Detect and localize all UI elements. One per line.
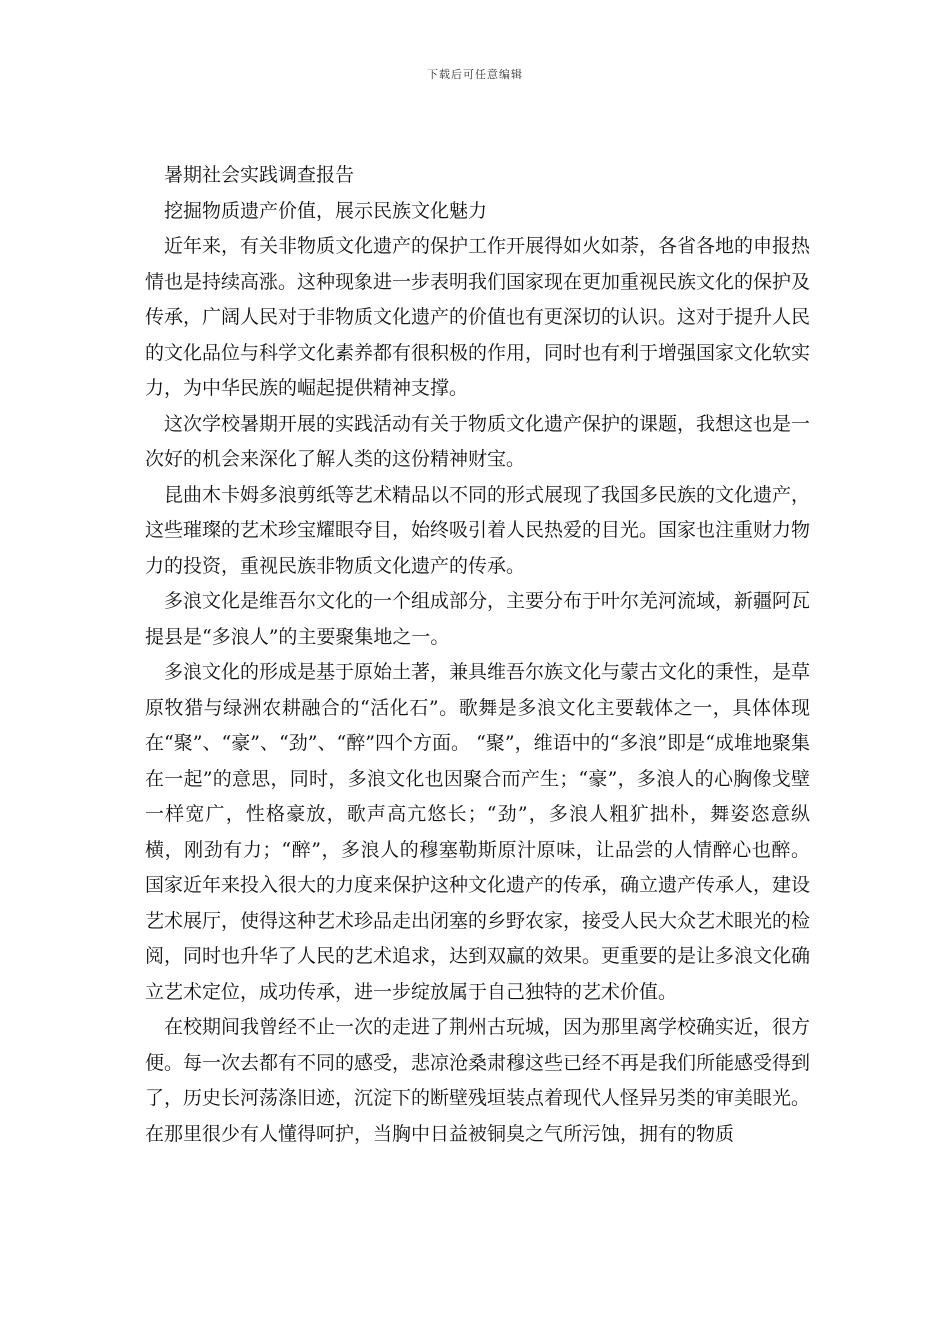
document-body (145, 158, 810, 1152)
document-subtitle: 挖掘物质遗产价值，展示民族文化魅力 (164, 199, 488, 222)
paragraph: 多浪文化的形成是基于原始土著，兼具维吾尔族文化与蒙古文化的秉性，是草原牧猎与绿洲农耕融合的“活化石”。歌舞是多浪文化主要载体之一，具体体现在“聚”、“豪”、“劲”、“醉”四个方面。 “聚”，维语中的“多浪”即是“成堆地聚集在一起”的意思，同时，多浪文化也因聚合而产生；“豪”，多浪人的心胸像戈壁一样宽广，性格豪放，歌声高亢悠长；“劲”，多浪人粗犷拙朴，舞姿恣意纵横，刚劲有力；“醉”，多浪人的穆塞勒斯原汁原味，让品尝的人情醉心也醉。国家近年来投入很大的力度来保护这种文化遗产的传承，确立遗产传承人，建设艺术展厅，使得这种艺术珍品走出闭塞的乡野农家，接受人民大众艺术眼光的检阅，同时也升华了人民的艺术追求，达到双赢的效果。更重要的是让多浪文化确立艺术定位，成功传承，进一步绽放属于自己独特的艺术价值。 (145, 661, 811, 1003)
paragraph: 在校期间我曾经不止一次的走进了荆州古玩城，因为那里离学校确实近，很方便。每一次去都有不同的感受，悲凉沧桑肃穆这些已经不再是我们所能感受得到了，历史长河荡涤旧迹，沉淀下的断壁残垣装点着现代人怪异另类的审美眼光。在那里很少有人懂得呵护，当胸中日益被铜臭之气所污蚀，拥有的物质 (145, 1016, 811, 1145)
paragraph: 多浪文化是维吾尔文化的一个组成部分，主要分布于叶尔羌河流域，新疆阿瓦提县是“多浪人”的主要聚集地之一。 (145, 590, 811, 648)
paragraph: 近年来，有关非物质文化遗产的保护工作开展得如火如荼，各省各地的申报热情也是持续高涨。这种现象进一步表明我们国家现在更加重视民族文化的保护及传承，广阔人民对于非物质文化遗产的价值也有更深切的认识。这对于提升人民的文化品位与科学文化素养都有很积极的作用，同时也有利于增强国家文化软实力，为中华民族的崛起提供精神支撑。 (145, 235, 811, 399)
document-title: 暑期社会实践调查报告 (164, 164, 355, 186)
paragraph: 这次学校暑期开展的实践活动有关于物质文化遗产保护的课题，我想这也是一次好的机会来深化了解人类的这份精神财宝。 (145, 412, 811, 470)
header-note: 下载后可任意编辑 (427, 68, 523, 81)
paragraph: 昆曲木卡姆多浪剪纸等艺术精品以不同的形式展现了我国多民族的文化遗产，这些璀璨的艺术珍宝耀眼夺目，始终吸引着人民热爱的目光。国家也注重财力物力的投资，重视民族非物质文化遗产的传承。 (145, 483, 811, 577)
